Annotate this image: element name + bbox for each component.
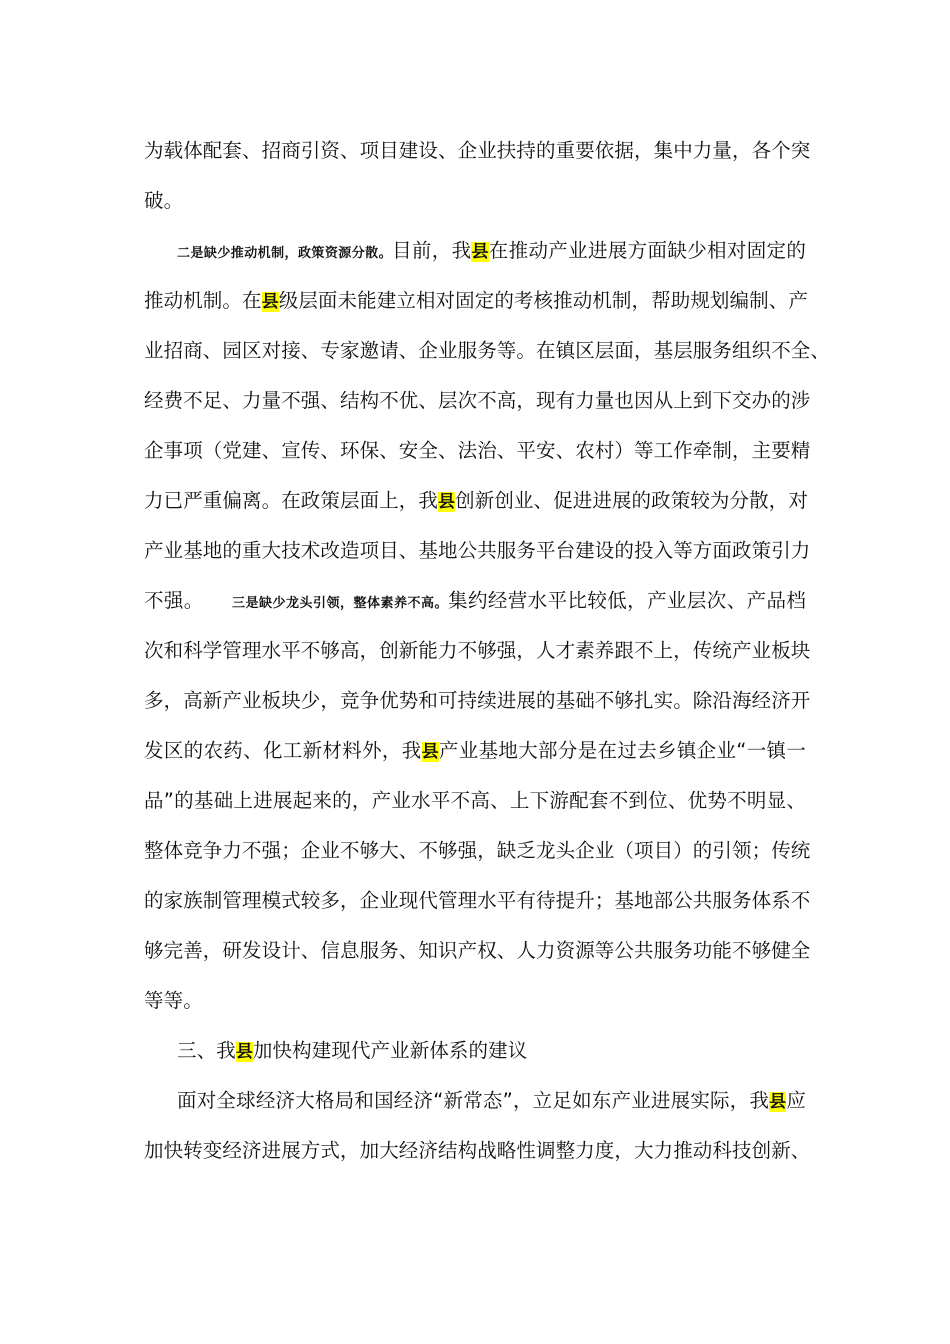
text-run: 推动机制。在 xyxy=(144,289,262,312)
text-run: 在推动产业进展方面缺少相对固定的 xyxy=(488,239,806,262)
text-run: 不强。 xyxy=(144,589,204,612)
text-run: 发区的农药、化工新材料外，我 xyxy=(144,739,422,762)
paragraph-line xyxy=(144,485,806,517)
paragraph-line: 整体竞争力不强；企业不够大、不够强，缺乏龙头企业（项目）的引领；传统 xyxy=(144,839,811,862)
text-run: 三、我 xyxy=(177,1039,236,1062)
section-lead-heading: 二是缺少推动机制，政策资源分散。 xyxy=(177,246,393,261)
paragraph-line: 加快转变经济进展方式，加大经济结构战略性调整力度，大力推动科技创新、 xyxy=(144,1139,811,1162)
text-run: 目前，我 xyxy=(392,239,472,262)
section-heading xyxy=(177,1035,806,1067)
text-run: 加快构建现代产业新体系的建议 xyxy=(252,1039,528,1062)
paragraph-line: 产业基地的重大技术改造项目、基地公共服务平台建设的投入等方面政策引力 xyxy=(144,539,811,562)
text-run: 创新创业、促进进展的政策较为分散，对 xyxy=(455,489,808,512)
text-run: 级层面未能建立相对固定的考核推动机制，帮助规划编制、产 xyxy=(278,289,808,312)
section-lead-heading: 三是缺少龙头引领，整体素养不高。 xyxy=(231,596,449,611)
highlighted-keyword: 县 xyxy=(438,492,456,512)
paragraph-line: 破。 xyxy=(144,189,184,212)
paragraph-line xyxy=(177,1085,806,1117)
highlighted-keyword: 县 xyxy=(471,242,489,262)
paragraph-line: 够完善，研发设计、信息服务、知识产权、人力资源等公共服务功能不够健全 xyxy=(144,939,811,962)
highlighted-keyword: 县 xyxy=(261,292,279,312)
highlighted-keyword: 县 xyxy=(421,742,439,762)
highlighted-keyword: 县 xyxy=(235,1042,253,1062)
paragraph-line: 多，高新产业板块少，竞争优势和可持续进展的基础不够扎实。除沿海经济开 xyxy=(144,689,811,712)
text-run: 面对全球经济大格局和国经济“新常态”，立足如东产业进展实际，我 xyxy=(177,1089,770,1112)
paragraph-line: 品”的基础上进展起来的，产业水平不高、上下游配套不到位、优势不明显、 xyxy=(144,789,806,812)
paragraph-line xyxy=(144,585,806,617)
paragraph-line xyxy=(144,285,806,317)
paragraph-line: 业招商、园区对接、专家邀请、企业服务等。在镇区层面，基层服务组织不全、 xyxy=(144,339,831,362)
paragraph-line: 等等。 xyxy=(144,989,203,1012)
highlighted-keyword: 县 xyxy=(769,1092,787,1112)
paragraph-line xyxy=(177,235,806,267)
text-run: 产业基地大部分是在过去乡镇企业“一镇一 xyxy=(438,739,806,762)
text-run: 应 xyxy=(786,1089,806,1112)
paragraph-line: 企事项（党建、宣传、环保、安全、法治、平安、农村）等工作牵制，主要精 xyxy=(144,439,811,462)
text-run: 力已严重偏离。在政策层面上，我 xyxy=(144,489,439,512)
paragraph-line: 的家族制管理模式较多，企业现代管理水平有待提升；基地部公共服务体系不 xyxy=(144,889,811,912)
paragraph-line: 经费不足、力量不强、结构不优、层次不高，现有力量也因从上到下交办的涉 xyxy=(144,389,811,412)
paragraph-line: 次和科学管理水平不够高，创新能力不够强，人才素养跟不上，传统产业板块 xyxy=(144,639,811,662)
paragraph-line xyxy=(144,735,806,767)
paragraph-line: 为载体配套、招商引资、项目建设、企业扶持的重要依据，集中力量，各个突 xyxy=(144,139,811,162)
text-run: 集约经营水平比较低，产业层次、产品档 xyxy=(448,589,806,612)
